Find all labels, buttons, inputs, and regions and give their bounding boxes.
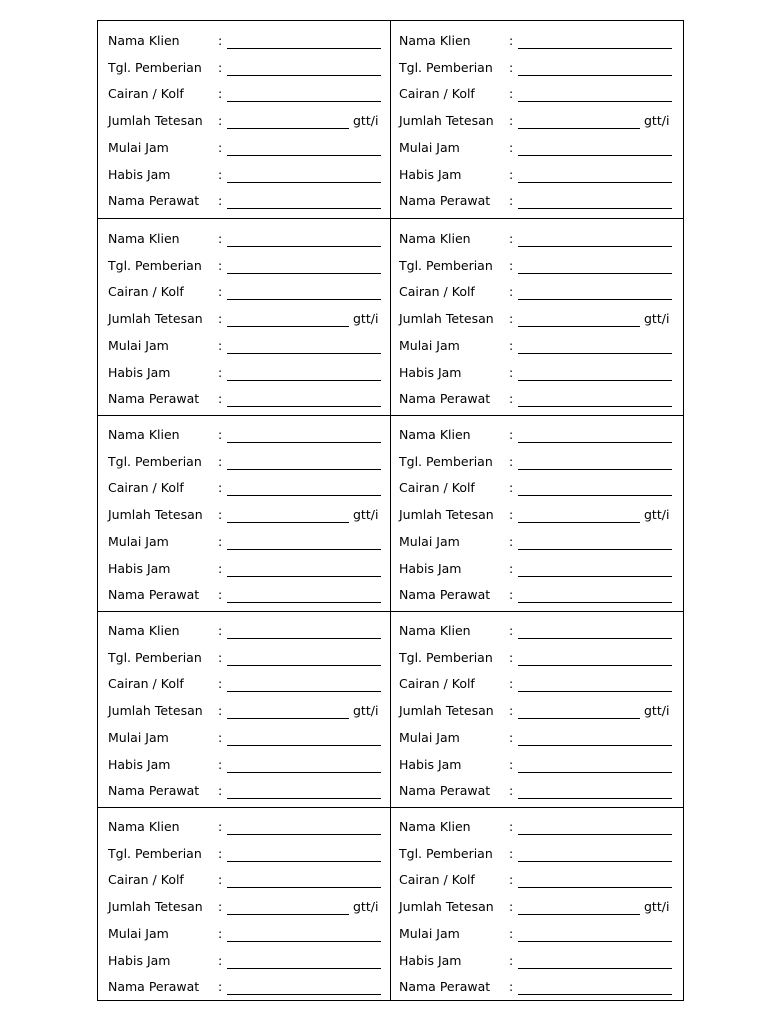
- field-row-nama-klien: [399, 33, 681, 53]
- drip-rate-unit: gtt/i: [644, 703, 670, 718]
- field-separator: :: [218, 587, 223, 602]
- field-row-nama-perawat: [399, 587, 681, 607]
- field-row-jumlah-tetesan: [108, 113, 390, 133]
- fill-in-blank[interactable]: [227, 968, 381, 969]
- field-separator: :: [218, 284, 223, 299]
- field-label: Nama Klien: [108, 623, 180, 638]
- fill-in-blank[interactable]: [518, 101, 672, 102]
- field-separator: :: [218, 757, 223, 772]
- fill-in-blank[interactable]: [518, 75, 672, 76]
- field-separator: :: [509, 86, 514, 101]
- field-label: Mulai Jam: [108, 926, 169, 941]
- field-label: Cairan / Kolf: [399, 872, 475, 887]
- field-row-nama-perawat: [399, 391, 681, 411]
- field-separator: :: [509, 60, 514, 75]
- field-separator: :: [509, 587, 514, 602]
- field-separator: :: [509, 979, 514, 994]
- field-separator: :: [509, 507, 514, 522]
- field-label: Mulai Jam: [108, 534, 169, 549]
- field-row-cairan-kolf: [399, 86, 681, 106]
- drip-rate-unit: gtt/i: [644, 311, 670, 326]
- field-row-habis-jam: [399, 757, 681, 777]
- field-label: Mulai Jam: [399, 926, 460, 941]
- field-row-jumlah-tetesan: [399, 311, 681, 331]
- field-row-tgl-pemberian: [399, 60, 681, 80]
- fill-in-blank[interactable]: [518, 691, 672, 692]
- fill-in-blank[interactable]: [227, 495, 381, 496]
- field-separator: :: [509, 561, 514, 576]
- field-separator: :: [218, 231, 223, 246]
- field-row-nama-klien: [399, 623, 681, 643]
- field-label: Cairan / Kolf: [399, 676, 475, 691]
- field-row-nama-klien: [399, 427, 681, 447]
- field-row-jumlah-tetesan: [108, 703, 390, 723]
- fill-in-blank[interactable]: [518, 861, 672, 862]
- field-label: Habis Jam: [108, 365, 171, 380]
- fill-in-blank[interactable]: [227, 665, 381, 666]
- field-label: Nama Perawat: [108, 391, 200, 406]
- field-row-habis-jam: [399, 561, 681, 581]
- field-row-jumlah-tetesan: [108, 899, 390, 919]
- fill-in-blank[interactable]: [518, 994, 672, 995]
- field-separator: :: [218, 703, 223, 718]
- field-separator: :: [509, 140, 514, 155]
- field-label: Nama Perawat: [108, 193, 200, 208]
- field-row-nama-klien: [108, 231, 390, 251]
- field-separator: :: [509, 730, 514, 745]
- field-row-habis-jam: [108, 757, 390, 777]
- field-separator: :: [509, 480, 514, 495]
- field-row-jumlah-tetesan: [399, 899, 681, 919]
- field-row-nama-perawat: [399, 979, 681, 999]
- field-label: Cairan / Kolf: [108, 86, 184, 101]
- fill-in-blank[interactable]: [518, 406, 672, 407]
- fill-in-blank[interactable]: [518, 495, 672, 496]
- field-separator: :: [509, 757, 514, 772]
- field-label: Nama Perawat: [399, 587, 491, 602]
- field-row-cairan-kolf: [108, 284, 390, 304]
- field-separator: :: [218, 819, 223, 834]
- field-separator: :: [509, 953, 514, 968]
- field-label: Jumlah Tetesan: [108, 899, 203, 914]
- field-separator: :: [509, 676, 514, 691]
- fill-in-blank[interactable]: [227, 941, 381, 942]
- field-row-cairan-kolf: [399, 676, 681, 696]
- field-separator: :: [509, 365, 514, 380]
- field-label: Mulai Jam: [108, 730, 169, 745]
- field-row-nama-perawat: [108, 391, 390, 411]
- field-row-habis-jam: [399, 953, 681, 973]
- field-row-nama-perawat: [399, 783, 681, 803]
- fill-in-blank[interactable]: [227, 861, 381, 862]
- field-label: Cairan / Kolf: [108, 676, 184, 691]
- field-row-nama-perawat: [108, 979, 390, 999]
- field-separator: :: [218, 391, 223, 406]
- field-label: Cairan / Kolf: [108, 872, 184, 887]
- row-divider: [98, 218, 683, 219]
- field-label: Cairan / Kolf: [108, 284, 184, 299]
- field-row-jumlah-tetesan: [108, 311, 390, 331]
- fill-in-blank[interactable]: [518, 522, 640, 523]
- field-separator: :: [509, 846, 514, 861]
- field-label: Mulai Jam: [399, 730, 460, 745]
- field-label: Habis Jam: [108, 167, 171, 182]
- field-separator: :: [218, 365, 223, 380]
- field-label: Nama Klien: [108, 33, 180, 48]
- field-label: Jumlah Tetesan: [108, 311, 203, 326]
- fill-in-blank[interactable]: [518, 968, 672, 969]
- field-separator: :: [218, 427, 223, 442]
- field-row-nama-klien: [399, 231, 681, 251]
- fill-in-blank[interactable]: [518, 638, 672, 639]
- fill-in-blank[interactable]: [227, 128, 349, 129]
- field-label: Nama Perawat: [108, 783, 200, 798]
- field-row-nama-klien: [108, 427, 390, 447]
- field-label: Nama Klien: [108, 427, 180, 442]
- fill-in-blank[interactable]: [518, 834, 672, 835]
- field-label: Tgl. Pemberian: [108, 258, 202, 273]
- field-label: Mulai Jam: [108, 338, 169, 353]
- field-separator: :: [509, 427, 514, 442]
- field-label: Cairan / Kolf: [399, 480, 475, 495]
- field-row-tgl-pemberian: [108, 60, 390, 80]
- field-label: Nama Klien: [108, 231, 180, 246]
- fill-in-blank[interactable]: [518, 442, 672, 443]
- field-separator: :: [509, 703, 514, 718]
- field-row-cairan-kolf: [399, 480, 681, 500]
- field-row-tgl-pemberian: [108, 258, 390, 278]
- field-row-nama-klien: [108, 623, 390, 643]
- field-label: Tgl. Pemberian: [108, 454, 202, 469]
- field-separator: :: [218, 33, 223, 48]
- field-separator: :: [218, 783, 223, 798]
- fill-in-blank[interactable]: [518, 208, 672, 209]
- field-label: Tgl. Pemberian: [399, 60, 493, 75]
- field-row-tgl-pemberian: [108, 650, 390, 670]
- fill-in-blank[interactable]: [227, 406, 381, 407]
- field-label: Mulai Jam: [108, 140, 169, 155]
- fill-in-blank[interactable]: [227, 638, 381, 639]
- field-separator: :: [509, 899, 514, 914]
- field-separator: :: [509, 284, 514, 299]
- field-row-mulai-jam: [108, 140, 390, 160]
- field-separator: :: [509, 623, 514, 638]
- field-separator: :: [218, 86, 223, 101]
- field-separator: :: [509, 872, 514, 887]
- field-label: Tgl. Pemberian: [108, 60, 202, 75]
- field-label: Nama Perawat: [399, 193, 491, 208]
- field-label: Tgl. Pemberian: [399, 454, 493, 469]
- field-row-habis-jam: [108, 167, 390, 187]
- field-label: Cairan / Kolf: [399, 284, 475, 299]
- field-label: Habis Jam: [108, 757, 171, 772]
- field-separator: :: [218, 561, 223, 576]
- field-row-mulai-jam: [399, 338, 681, 358]
- field-separator: :: [509, 650, 514, 665]
- field-label: Tgl. Pemberian: [108, 650, 202, 665]
- fill-in-blank[interactable]: [518, 576, 672, 577]
- fill-in-blank[interactable]: [227, 522, 349, 523]
- field-row-habis-jam: [108, 365, 390, 385]
- field-row-mulai-jam: [399, 730, 681, 750]
- field-label: Jumlah Tetesan: [399, 113, 494, 128]
- fill-in-blank[interactable]: [518, 380, 672, 381]
- fill-in-blank[interactable]: [518, 718, 640, 719]
- field-separator: :: [218, 926, 223, 941]
- fill-in-blank[interactable]: [227, 442, 381, 443]
- fill-in-blank[interactable]: [227, 887, 381, 888]
- field-row-mulai-jam: [399, 140, 681, 160]
- field-separator: :: [218, 730, 223, 745]
- field-label: Jumlah Tetesan: [399, 507, 494, 522]
- field-separator: :: [218, 311, 223, 326]
- field-separator: :: [218, 507, 223, 522]
- field-label: Jumlah Tetesan: [399, 311, 494, 326]
- field-row-nama-klien: [108, 33, 390, 53]
- drip-rate-unit: gtt/i: [353, 703, 379, 718]
- field-separator: :: [218, 534, 223, 549]
- drip-rate-unit: gtt/i: [644, 899, 670, 914]
- fill-in-blank[interactable]: [518, 48, 672, 49]
- field-label: Tgl. Pemberian: [399, 650, 493, 665]
- row-divider: [98, 807, 683, 808]
- fill-in-blank[interactable]: [227, 48, 381, 49]
- field-row-tgl-pemberian: [399, 454, 681, 474]
- field-label: Tgl. Pemberian: [399, 258, 493, 273]
- field-separator: :: [509, 113, 514, 128]
- field-separator: :: [218, 676, 223, 691]
- field-row-nama-perawat: [108, 193, 390, 213]
- field-row-habis-jam: [399, 167, 681, 187]
- field-label: Mulai Jam: [399, 338, 460, 353]
- fill-in-blank[interactable]: [518, 772, 672, 773]
- fill-in-blank[interactable]: [518, 326, 640, 327]
- field-separator: :: [218, 979, 223, 994]
- field-row-nama-perawat: [108, 783, 390, 803]
- fill-in-blank[interactable]: [227, 182, 381, 183]
- field-label: Tgl. Pemberian: [399, 846, 493, 861]
- field-separator: :: [509, 231, 514, 246]
- field-label: Jumlah Tetesan: [399, 703, 494, 718]
- fill-in-blank[interactable]: [518, 182, 672, 183]
- fill-in-blank[interactable]: [227, 101, 381, 102]
- field-label: Cairan / Kolf: [399, 86, 475, 101]
- field-label: Mulai Jam: [399, 140, 460, 155]
- field-separator: :: [218, 193, 223, 208]
- field-separator: :: [509, 454, 514, 469]
- fill-in-blank[interactable]: [518, 914, 640, 915]
- field-label: Habis Jam: [108, 953, 171, 968]
- field-separator: :: [218, 258, 223, 273]
- field-row-nama-klien: [108, 819, 390, 839]
- drip-rate-unit: gtt/i: [644, 113, 670, 128]
- field-label: Nama Klien: [399, 231, 471, 246]
- fill-in-blank[interactable]: [227, 691, 381, 692]
- fill-in-blank[interactable]: [227, 834, 381, 835]
- field-label: Nama Perawat: [399, 391, 491, 406]
- fill-in-blank[interactable]: [227, 155, 381, 156]
- field-row-cairan-kolf: [399, 284, 681, 304]
- field-row-mulai-jam: [399, 926, 681, 946]
- fill-in-blank[interactable]: [227, 798, 381, 799]
- fill-in-blank[interactable]: [227, 380, 381, 381]
- field-row-tgl-pemberian: [108, 846, 390, 866]
- fill-in-blank[interactable]: [518, 602, 672, 603]
- field-separator: :: [218, 899, 223, 914]
- field-separator: :: [218, 846, 223, 861]
- field-row-nama-klien: [399, 819, 681, 839]
- field-row-habis-jam: [108, 561, 390, 581]
- field-separator: :: [509, 926, 514, 941]
- field-label: Nama Perawat: [108, 979, 200, 994]
- fill-in-blank[interactable]: [227, 602, 381, 603]
- field-label: Nama Perawat: [108, 587, 200, 602]
- field-row-jumlah-tetesan: [399, 113, 681, 133]
- field-separator: :: [218, 167, 223, 182]
- fill-in-blank[interactable]: [518, 155, 672, 156]
- field-label: Habis Jam: [399, 561, 462, 576]
- field-row-mulai-jam: [108, 926, 390, 946]
- field-row-cairan-kolf: [108, 676, 390, 696]
- field-separator: :: [218, 872, 223, 887]
- field-separator: :: [218, 60, 223, 75]
- field-separator: :: [509, 167, 514, 182]
- field-separator: :: [509, 391, 514, 406]
- fill-in-blank[interactable]: [227, 469, 381, 470]
- drip-rate-unit: gtt/i: [353, 113, 379, 128]
- field-row-tgl-pemberian: [399, 846, 681, 866]
- field-row-cairan-kolf: [399, 872, 681, 892]
- row-divider: [98, 415, 683, 416]
- field-separator: :: [509, 819, 514, 834]
- field-separator: :: [218, 623, 223, 638]
- field-row-jumlah-tetesan: [399, 507, 681, 527]
- fill-in-blank[interactable]: [227, 994, 381, 995]
- fill-in-blank[interactable]: [227, 718, 349, 719]
- field-separator: :: [509, 783, 514, 798]
- column-divider: [390, 21, 391, 1000]
- field-separator: :: [218, 454, 223, 469]
- field-row-mulai-jam: [108, 338, 390, 358]
- field-row-tgl-pemberian: [108, 454, 390, 474]
- fill-in-blank[interactable]: [518, 798, 672, 799]
- fill-in-blank[interactable]: [227, 246, 381, 247]
- fill-in-blank[interactable]: [227, 745, 381, 746]
- fill-in-blank[interactable]: [518, 887, 672, 888]
- field-label: Mulai Jam: [399, 534, 460, 549]
- fill-in-blank[interactable]: [518, 273, 672, 274]
- field-row-cairan-kolf: [108, 86, 390, 106]
- field-separator: :: [218, 140, 223, 155]
- fill-in-blank[interactable]: [518, 469, 672, 470]
- fill-in-blank[interactable]: [227, 299, 381, 300]
- field-label: Nama Klien: [399, 623, 471, 638]
- drip-rate-unit: gtt/i: [353, 507, 379, 522]
- field-row-tgl-pemberian: [399, 258, 681, 278]
- field-row-jumlah-tetesan: [108, 507, 390, 527]
- row-divider: [98, 611, 683, 612]
- infusion-label-sheet: [97, 20, 684, 1001]
- fill-in-blank[interactable]: [227, 576, 381, 577]
- field-label: Cairan / Kolf: [108, 480, 184, 495]
- field-separator: :: [218, 953, 223, 968]
- fill-in-blank[interactable]: [227, 273, 381, 274]
- field-label: Nama Klien: [399, 427, 471, 442]
- field-row-nama-perawat: [108, 587, 390, 607]
- fill-in-blank[interactable]: [227, 353, 381, 354]
- field-label: Tgl. Pemberian: [108, 846, 202, 861]
- field-separator: :: [509, 338, 514, 353]
- field-label: Nama Klien: [108, 819, 180, 834]
- field-separator: :: [509, 311, 514, 326]
- field-label: Jumlah Tetesan: [108, 703, 203, 718]
- field-separator: :: [218, 113, 223, 128]
- field-row-cairan-kolf: [108, 480, 390, 500]
- field-row-cairan-kolf: [108, 872, 390, 892]
- field-row-mulai-jam: [399, 534, 681, 554]
- field-label: Nama Klien: [399, 33, 471, 48]
- fill-in-blank[interactable]: [227, 208, 381, 209]
- field-row-habis-jam: [108, 953, 390, 973]
- fill-in-blank[interactable]: [227, 75, 381, 76]
- drip-rate-unit: gtt/i: [353, 311, 379, 326]
- fill-in-blank[interactable]: [227, 772, 381, 773]
- fill-in-blank[interactable]: [227, 326, 349, 327]
- field-label: Jumlah Tetesan: [108, 507, 203, 522]
- fill-in-blank[interactable]: [518, 745, 672, 746]
- field-separator: :: [218, 480, 223, 495]
- fill-in-blank[interactable]: [518, 128, 640, 129]
- field-separator: :: [509, 258, 514, 273]
- field-separator: :: [509, 193, 514, 208]
- field-row-nama-perawat: [399, 193, 681, 213]
- fill-in-blank[interactable]: [518, 353, 672, 354]
- field-row-tgl-pemberian: [399, 650, 681, 670]
- field-separator: :: [218, 338, 223, 353]
- field-label: Jumlah Tetesan: [108, 113, 203, 128]
- fill-in-blank[interactable]: [518, 549, 672, 550]
- fill-in-blank[interactable]: [227, 549, 381, 550]
- field-label: Habis Jam: [399, 365, 462, 380]
- field-separator: :: [218, 650, 223, 665]
- fill-in-blank[interactable]: [518, 665, 672, 666]
- field-separator: :: [509, 534, 514, 549]
- field-row-habis-jam: [399, 365, 681, 385]
- field-label: Nama Perawat: [399, 783, 491, 798]
- fill-in-blank[interactable]: [227, 914, 349, 915]
- field-row-jumlah-tetesan: [399, 703, 681, 723]
- drip-rate-unit: gtt/i: [644, 507, 670, 522]
- field-separator: :: [509, 33, 514, 48]
- field-label: Habis Jam: [399, 953, 462, 968]
- drip-rate-unit: gtt/i: [353, 899, 379, 914]
- field-label: Nama Klien: [399, 819, 471, 834]
- fill-in-blank[interactable]: [518, 941, 672, 942]
- field-label: Habis Jam: [399, 757, 462, 772]
- field-label: Jumlah Tetesan: [399, 899, 494, 914]
- field-label: Habis Jam: [108, 561, 171, 576]
- field-row-mulai-jam: [108, 730, 390, 750]
- field-label: Habis Jam: [399, 167, 462, 182]
- fill-in-blank[interactable]: [518, 299, 672, 300]
- fill-in-blank[interactable]: [518, 246, 672, 247]
- field-label: Nama Perawat: [399, 979, 491, 994]
- field-row-mulai-jam: [108, 534, 390, 554]
